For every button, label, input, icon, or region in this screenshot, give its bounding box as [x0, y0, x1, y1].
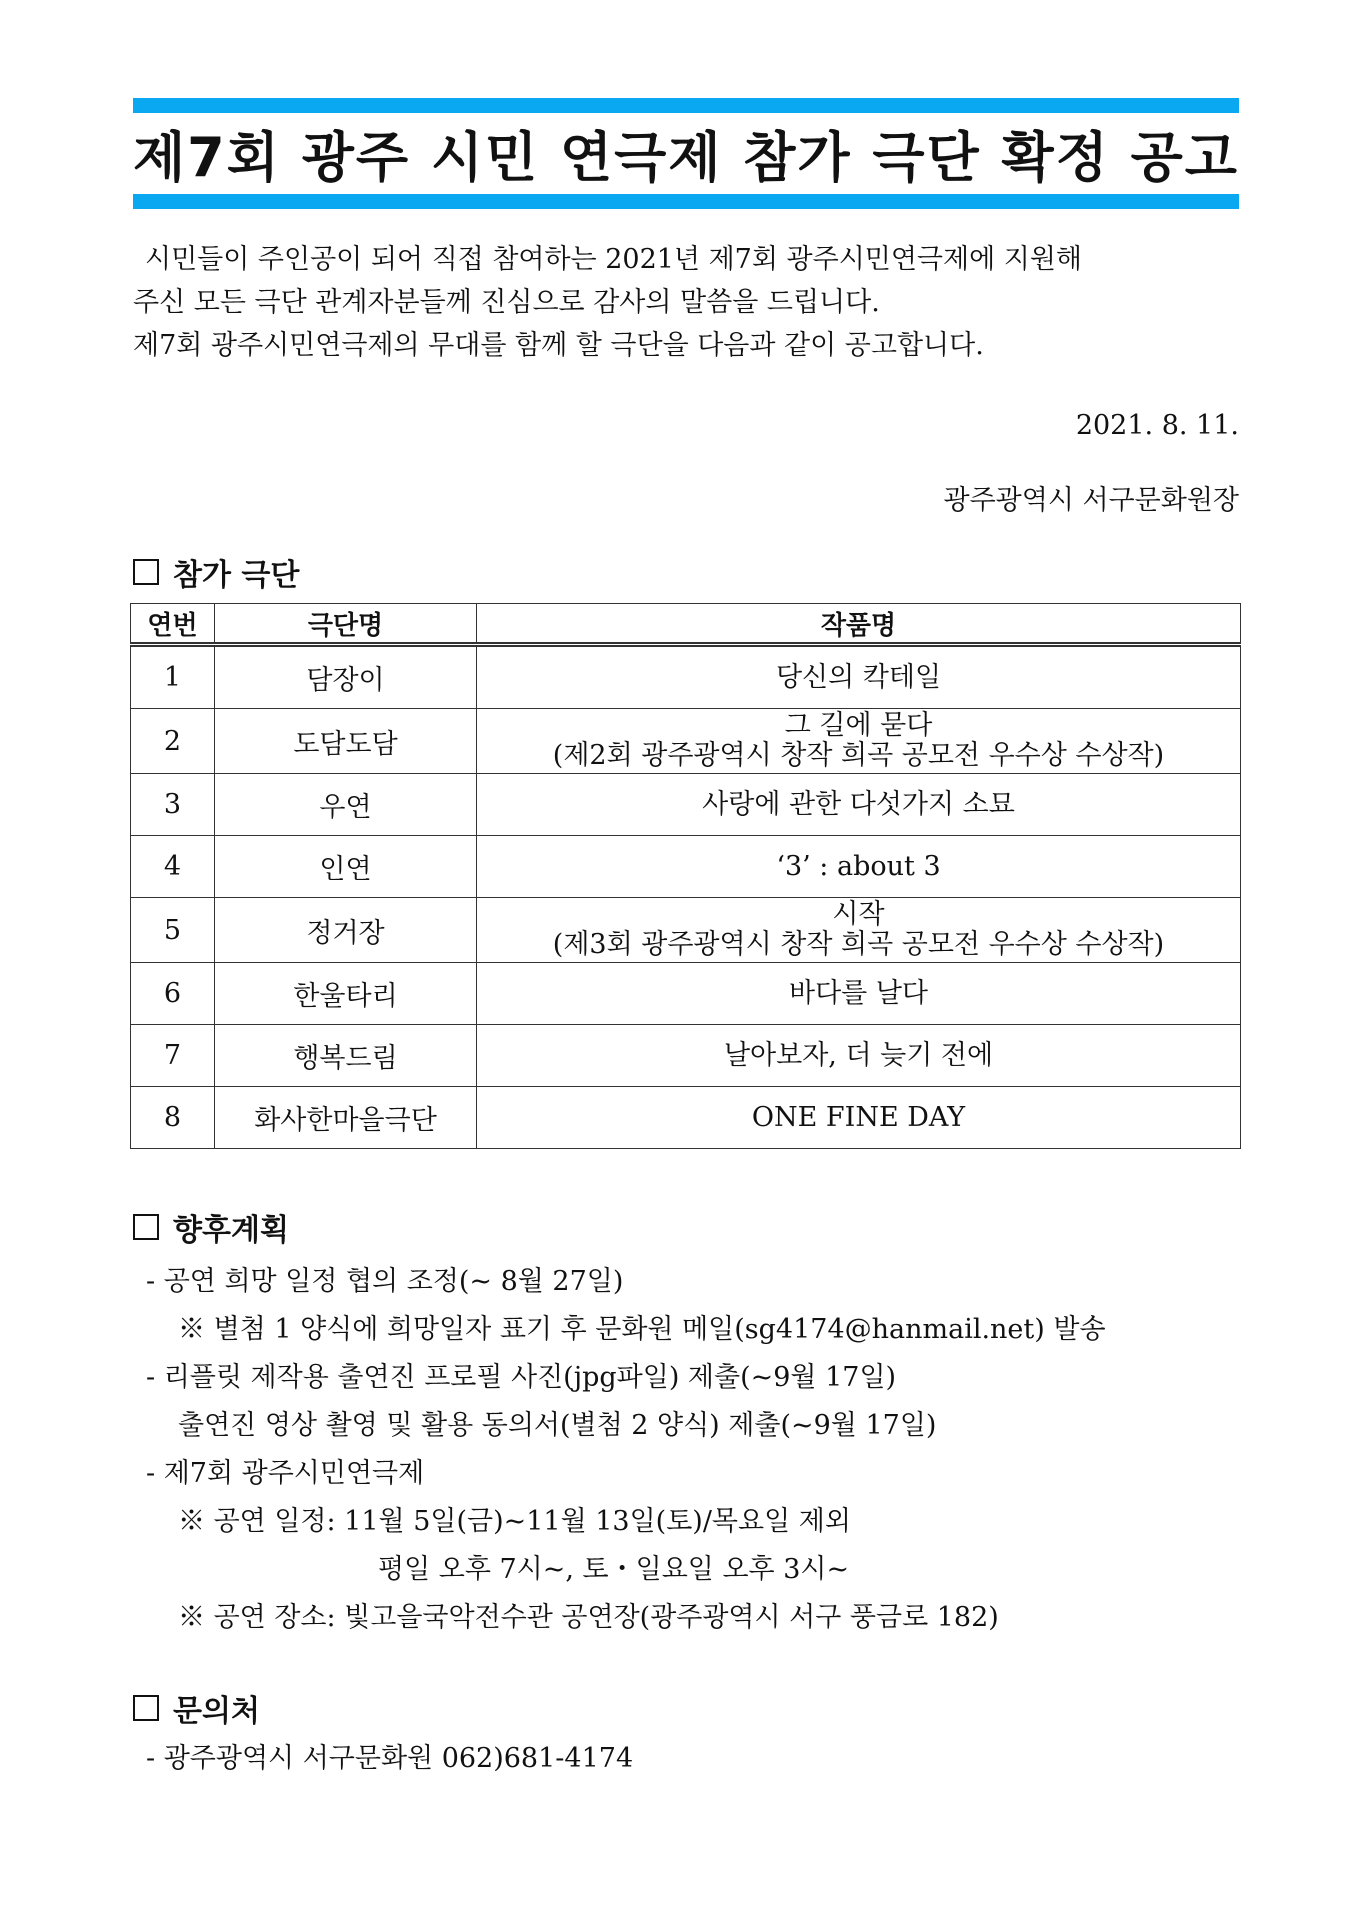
section-title: 문의처 [173, 1694, 260, 1729]
intro-line: 주신 모든 극단 관계자분들께 진심으로 감사의 말씀을 드립니다. [133, 287, 880, 318]
plan-note-line: ※ 별첨 1 양식에 희망일자 표기 후 문화원 메일(sg4174@hanmail.net) 발송 [178, 1314, 1106, 1345]
table-header-row [131, 604, 1241, 645]
row-no: 1 [131, 645, 215, 709]
table-row [131, 898, 1241, 963]
row-work [477, 774, 1241, 836]
header-troupe: 극단명 [215, 604, 477, 645]
section-title: 향후계획 [173, 1213, 289, 1248]
work-award-note: (제3회 광주광역시 창작 희곡 공모전 우수상 수상작) [552, 929, 1165, 960]
intro-line: 시민들이 주인공이 되어 직접 참여하는 2021년 제7회 광주시민연극제에 지원해 [145, 244, 1083, 275]
row-no: 8 [131, 1087, 215, 1149]
section-plan [133, 1205, 289, 1249]
notice-date: 2021. 8. 11. [1075, 410, 1239, 441]
plan-line: 평일 오후 7시~, 토・일요일 오후 3시~ [378, 1554, 850, 1585]
table-row [131, 645, 1241, 709]
row-work [477, 645, 1241, 709]
work-title: ‘3’ : about 3 [776, 850, 941, 882]
section-participants [133, 550, 299, 594]
row-troupe: 담장이 [215, 645, 477, 709]
work-title: ONE FINE DAY [751, 1101, 966, 1133]
row-work [477, 709, 1241, 774]
header-work: 작품명 [477, 604, 1241, 645]
row-troupe: 정거장 [215, 898, 477, 963]
row-troupe: 화사한마을극단 [215, 1087, 477, 1149]
table-row [131, 1025, 1241, 1087]
row-work [477, 898, 1241, 963]
plan-line: - 제7회 광주시민연극제 [146, 1458, 425, 1489]
table-row [131, 774, 1241, 836]
plan-line: - 리플릿 제작용 출연진 프로필 사진(jpg파일) 제출(~9월 17일) [146, 1362, 897, 1393]
checkbox-square-icon [133, 559, 159, 585]
row-troupe: 인연 [215, 836, 477, 898]
work-title: 날아보자, 더 늦기 전에 [723, 1039, 994, 1071]
checkbox-square-icon [133, 1695, 159, 1721]
table-row [131, 836, 1241, 898]
work-title: 사랑에 관한 다섯가지 소묘 [702, 788, 1015, 820]
row-no: 5 [131, 898, 215, 963]
row-troupe: 행복드림 [215, 1025, 477, 1087]
header-no: 연번 [131, 604, 215, 645]
intro-line: 제7회 광주시민연극제의 무대를 함께 할 극단을 다음과 같이 공고합니다. [133, 330, 984, 361]
checkbox-square-icon [133, 1214, 159, 1240]
table-row [131, 1087, 1241, 1149]
work-title: 당신의 칵테일 [775, 661, 942, 693]
plan-note-line: ※ 공연 장소: 빛고을국악전수관 공연장(광주광역시 서구 풍금로 182) [178, 1602, 999, 1633]
work-award-note: (제2회 광주광역시 창작 희곡 공모전 우수상 수상작) [552, 740, 1165, 771]
plan-list [146, 1258, 1106, 1642]
section-contact [133, 1686, 260, 1730]
row-no: 4 [131, 836, 215, 898]
title-bottom-bar [133, 194, 1239, 209]
row-troupe: 한울타리 [215, 963, 477, 1025]
work-title: 시작 [832, 899, 885, 930]
table-row [131, 963, 1241, 1025]
work-title: 바다를 날다 [789, 977, 928, 1009]
plan-line: - 공연 희망 일정 협의 조정(~ 8월 27일) [146, 1266, 624, 1297]
row-no: 2 [131, 709, 215, 774]
plan-line: 출연진 영상 촬영 및 활용 동의서(별첨 2 양식) 제출(~9월 17일) [178, 1410, 937, 1441]
troupe-table [130, 603, 1241, 1149]
contact-line: - 광주광역시 서구문화원 062)681-4174 [146, 1743, 634, 1774]
row-no: 7 [131, 1025, 215, 1087]
row-work [477, 1025, 1241, 1087]
notice-title: 제7회 광주 시민 연극제 참가 극단 확정 공고 [133, 126, 1239, 189]
intro-paragraph [133, 238, 1239, 367]
row-work [477, 1087, 1241, 1149]
row-no: 3 [131, 774, 215, 836]
row-troupe: 우연 [215, 774, 477, 836]
plan-note-line: ※ 공연 일정: 11월 5일(금)~11월 13일(토)/목요일 제외 [178, 1506, 851, 1537]
section-title: 참가 극단 [173, 558, 300, 593]
title-top-bar [133, 98, 1239, 113]
row-work [477, 836, 1241, 898]
issuer: 광주광역시 서구문화원장 [943, 485, 1239, 516]
row-troupe: 도담도담 [215, 709, 477, 774]
work-title: 그 길에 묻다 [784, 710, 933, 741]
row-work [477, 963, 1241, 1025]
row-no: 6 [131, 963, 215, 1025]
table-row [131, 709, 1241, 774]
